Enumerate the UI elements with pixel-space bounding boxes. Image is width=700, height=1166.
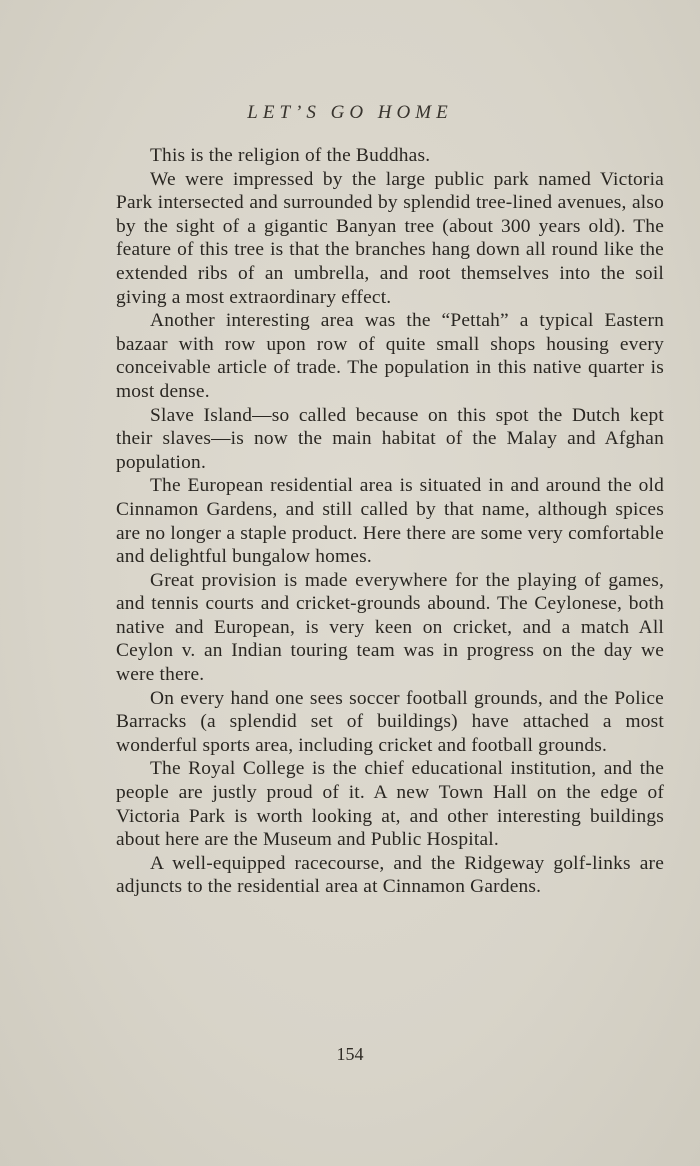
paragraph: Great provision is made everywhere for the playing of games, and tennis courts and cricket-grounds abound. The Ceylonese, both native and European, is very keen on cricket, and a match All Ceylon v. an Indian touring team was in progress on the day we were there. — [116, 569, 664, 686]
page-number: 154 — [336, 1044, 364, 1064]
paragraph: On every hand one sees soccer football grounds, and the Police Barracks (a splendid set of buildings) have attached a most wonderful sports area, including cricket and football grounds. — [116, 687, 664, 756]
paragraph: We were impressed by the large public park named Victoria Park intersected and surrounded by splendid tree-lined avenues, also by the sight of a gigantic Banyan tree (about 300 years old). The feature of this tree is that the branches hang down all round like the extended ribs of an umbrella, and root themselves into the soil giving a most extraordinary effect. — [116, 168, 664, 308]
paragraph: The Royal College is the chief educational institution, and the people are justly proud of it. A new Town Hall on the edge of Victoria Park is worth looking at, and other interesting buildings about here are the Museum and Public Hospital. — [116, 758, 664, 851]
paragraph: Another interesting area was the “Pettah” a typical Eastern bazaar with row upon row of quite small shops housing every conceivable article of trade. The population in this native quarter is most dense. — [116, 310, 664, 402]
paragraph: Slave Island—so called because on this spot the Dutch kept their slaves—is now the main habitat of the Malay and Afghan population. — [116, 404, 664, 473]
running-head: LET’S GO HOME — [247, 102, 453, 123]
paragraph: The European residential area is situated in and around the old Cinnamon Gardens, and still called by that name, although spices are no longer a staple product. Here there are some very comfortable and delightful bungalow homes. — [116, 475, 664, 568]
paragraph: This is the religion of the Buddhas. — [150, 145, 431, 166]
paragraph: A well-equipped racecourse, and the Ridgeway golf-links are adjuncts to the residential area at Cinnamon Gardens. — [116, 852, 664, 898]
body-text — [116, 144, 664, 899]
